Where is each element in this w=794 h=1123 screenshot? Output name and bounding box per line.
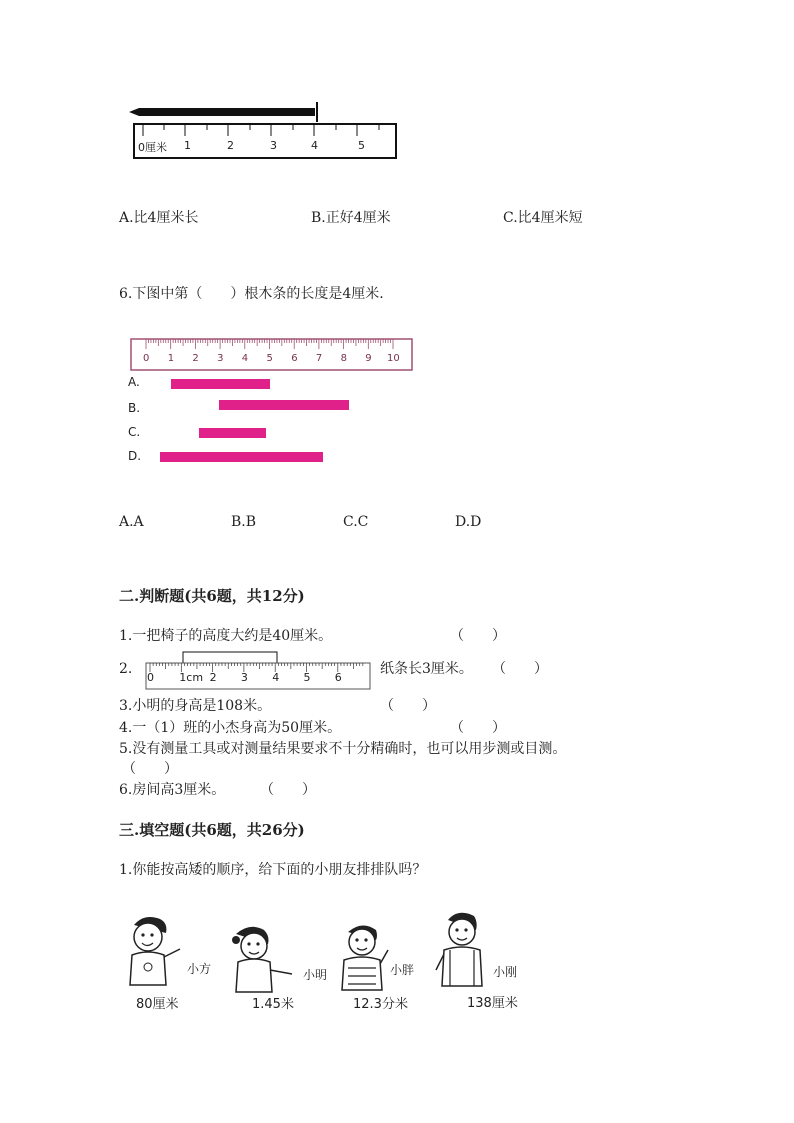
q6-option-a[interactable]: A.A [119, 514, 144, 530]
tf-answer-2[interactable]: （ ） [492, 661, 548, 677]
ruler-label-4: 4 [311, 139, 318, 152]
kid-xiaopang-illustration [340, 920, 400, 992]
q5-option-a[interactable]: A.比4厘米长 [119, 210, 199, 226]
small-ruler-label: 3 [240, 671, 248, 684]
q6-ruler-label: 1 [167, 353, 175, 364]
kid-height-xiaofang: 80厘米 [136, 997, 179, 1012]
small-ruler-label: 4 [272, 671, 280, 684]
q6-ruler-label: 4 [241, 353, 249, 364]
q6-ruler-label: 6 [291, 353, 298, 364]
pencil-ruler-figure [125, 100, 405, 165]
kid-name-xiaoming: 小明 [303, 968, 328, 982]
tf-answer-5[interactable]: （ ） [122, 761, 178, 777]
q6-question: 6.下图中第（ ）根木条的长度是4厘米. [119, 286, 384, 302]
tf-item-1: 1.一把椅子的高度大约是40厘米。 [119, 628, 333, 644]
tf-item-2-suffix: 纸条长3厘米。 [380, 661, 473, 677]
section3-heading: 三.填空题(共6题，共26分) [119, 821, 305, 839]
q6-ruler-label: 7 [315, 353, 323, 364]
tf-item-2: 2. [119, 661, 133, 677]
section2-heading: 二.判断题(共6题，共12分) [119, 587, 305, 605]
wood-bar-b [219, 400, 349, 410]
q6-option-b[interactable]: B.B [231, 514, 257, 530]
kid-height-xiaopang: 12.3分米 [353, 997, 408, 1012]
kid-xiaofang-illustration [124, 915, 192, 987]
small-ruler-label: 0 [147, 671, 154, 684]
small-ruler-label: 1cm [179, 671, 204, 684]
tf-answer-4[interactable]: （ ） [450, 720, 506, 736]
q5-option-c[interactable]: C.比4厘米短 [503, 210, 583, 226]
kid-height-xiaogang: 138厘米 [467, 996, 518, 1011]
wood-bar-c [199, 428, 266, 438]
fill-q1: 1.你能按高矮的顺序，给下面的小朋友排排队吗？ [119, 862, 427, 878]
q6-ruler-label: 2 [192, 353, 199, 364]
q6-ruler-label: 10 [387, 353, 400, 364]
tf-item-4: 4.一（1）班的小杰身高为50厘米。 [119, 720, 342, 736]
kid-xiaogang-illustration [434, 910, 496, 988]
small-ruler-label: 6 [334, 671, 342, 684]
q6-bar-label-d: D. [128, 449, 142, 463]
tf-answer-1[interactable]: （ ） [450, 628, 506, 644]
q6-ruler-label: 5 [266, 353, 273, 364]
kid-xiaoming-illustration [230, 922, 302, 994]
q6-ruler-label: 3 [217, 353, 224, 364]
kid-name-xiaogang: 小刚 [493, 965, 518, 979]
ruler-label-5: 5 [358, 139, 365, 152]
q6-option-d[interactable]: D.D [455, 514, 482, 530]
small-ruler-label: 5 [303, 671, 311, 684]
q6-bar-label-c: C. [128, 425, 141, 439]
tf-item-6: 6.房间高3厘米。 [119, 782, 226, 798]
q6-bar-label-b: B. [128, 401, 141, 415]
wood-bar-d [160, 452, 323, 462]
ruler-label-3: 3 [270, 139, 277, 152]
ruler-label-2: 2 [227, 139, 234, 152]
q5-option-b[interactable]: B.正好4厘米 [311, 210, 391, 226]
q6-ruler-label: 8 [340, 353, 347, 364]
pencil [129, 108, 315, 116]
tf-item-3: 3.小明的身高是108米。 [119, 698, 272, 714]
q6-option-c[interactable]: C.C [343, 514, 369, 530]
kid-name-xiaofang: 小方 [187, 962, 212, 976]
paper-strip [183, 652, 277, 663]
q6-bar-label-a: A. [128, 375, 140, 389]
kid-name-xiaopang: 小胖 [390, 963, 415, 977]
q6-ruler-label: 9 [365, 353, 372, 364]
ruler-label-0: 0厘米 [138, 141, 167, 154]
wood-bar-a [171, 379, 270, 389]
kid-height-xiaoming: 1.45米 [252, 997, 294, 1012]
ruler-label-1: 1 [184, 139, 191, 152]
q6-ruler-label: 0 [143, 353, 150, 364]
tf-item-5: 5.没有测量工具或对测量结果要求不十分精确时，也可以用步测或目测。 [119, 741, 567, 757]
small-ruler-label: 2 [209, 671, 217, 684]
tf-answer-3[interactable]: （ ） [380, 698, 436, 714]
tf-answer-6[interactable]: （ ） [260, 782, 316, 798]
